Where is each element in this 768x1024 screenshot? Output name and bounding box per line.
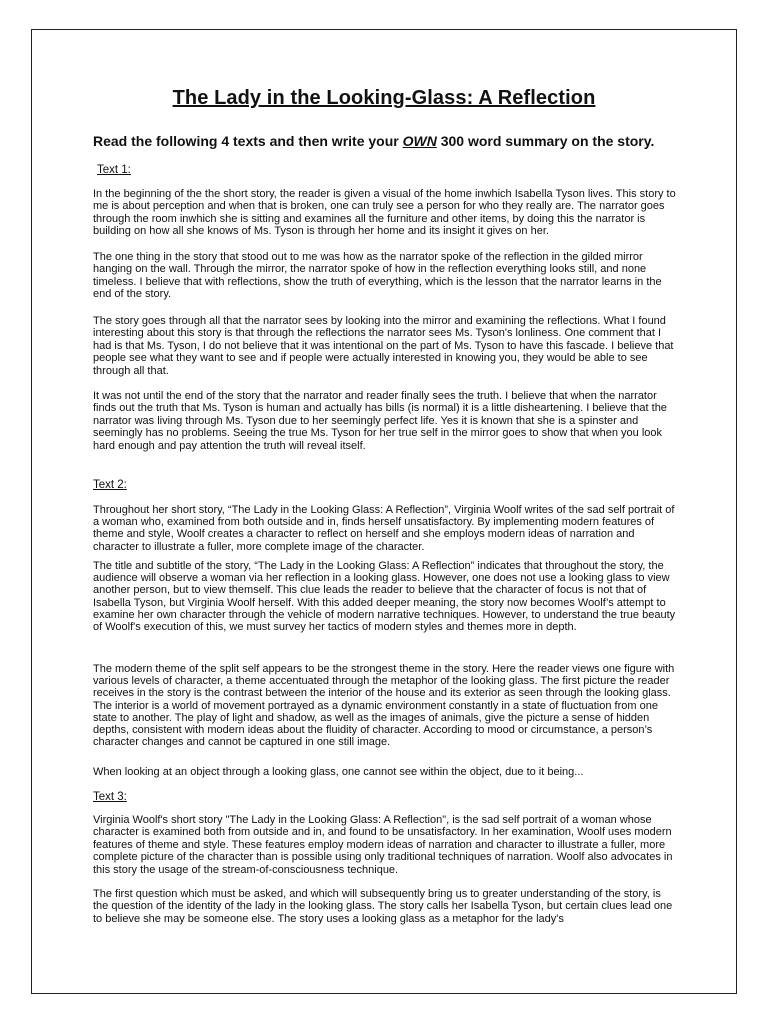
text1-paragraph-3: The story goes through all that the narrator sees by looking into the mirror and examining the reflections. What I found interesting about this story is that through the reflections the narrator sees Ms. Tyson's lonliness. One comment that I had is that Ms. Tyson, I do not believe that it was intentional on the part of Ms. Tyson to have this fascade. I believe that people see what they want to see and if people were actually interested in knowing you, they would be able to see through all that. [93,315,674,377]
text2-paragraph-2: The title and subtitle of the story, “The Lady in the Looking Glass: A Reflection” indicates that throughout the story, the audience will observe a woman via her reflection in a looking glass. However, one does not use a looking glass to view another person, but to view themself. This clue leads the reader to believe that the character of focus is not that of Isabella Tyson, but Virginia Woolf herself. With this added deeper meaning, the story now becomes Woolf’s attempt to examine her own character through the vehicle of modern narrative techniques. However, to understand the true beauty of Woolf's execution of this, we must survey her tactics of modern styles and themes more in depth. [93,560,676,634]
text2-paragraph-1: Throughout her short story, “The Lady in the Looking Glass: A Reflection”, Virginia Woolf writes of the sad self portrait of a woman who, examined from both outside and in, finds herself unsatisfactory. By implementing modern features of theme and style, Woolf creates a character to reflect on herself and she employs modern ideas of narration and character to illustrate a fuller, more complete image of the character. [93,504,675,553]
instruction-emphasis: OWN [402,133,437,149]
instruction-before: Read the following 4 texts and then write your [93,133,403,149]
text3-label: Text 3: [93,791,127,803]
text1-label: Text 1: [97,164,131,176]
text3-paragraph-1: Virginia Woolf's short story "The Lady in the Looking Glass: A Reflection", is the sad self portrait of a woman whose character is examined both from outside and in, and found to be unsatisfactory. In her examination, Woolf uses modern features of theme and style. These features employ modern ideas of narration and character to illustrate a fuller, more complete picture of the character than is possible using only traditional techniques of narration. Woolf also advocates in this story the usage of the stream-of-consciousness technique. [93,814,673,876]
instruction-after: 300 word summary on the story. [436,133,655,149]
document-title: The Lady in the Looking-Glass: A Reflection [172,87,596,109]
text2-paragraph-3: The modern theme of the split self appears to be the strongest theme in the story. Here the reader views one figure with various levels of character, a theme accentuated through the metaphor of the looking glass. The first picture the reader receives in the story is the contrast between the interior of the house and its exterior as seen through the looking glass. The interior is a world of movement portrayed as a dynamic environment constantly in a state of fluctuation from one state to another. The play of light and shadow, as well as the images of animals, give the picture a sense of hidden depths, consistent with modern ideas about the fluidity of character. According to mood or circumstance, a person’s character changes and cannot be captured in one still image. [93,663,675,749]
document-page [31,29,737,994]
text1-paragraph-2: The one thing in the story that stood out to me was how as the narrator spoke of the reflection in the gilded mirror hanging on the wall. Through the mirror, the narrator spoke of how in the reflection everything looks still, and none timeless. I believe that with reflections, show the truth of everything, which is the lesson that the narrator learns in the end of the story. [93,251,662,301]
instruction-text [93,133,654,149]
text1-paragraph-4: It was not until the end of the story that the narrator and reader finally sees the truth. I believe that when the narrator finds out the truth that Ms. Tyson is human and actually has bills (is normal) it is a little disheartening. I believe that the narrator was living through Ms. Tyson due to her seemingly perfect life. Yes it is known that she is a spinster and seemingly has no problems. Seeing the true Ms. Tyson for her true self in the mirror goes to show that when you look hard enough and pay attention the truth will reveal itself. [93,390,667,452]
text2-paragraph-4: When looking at an object through a looking glass, one cannot see within the object, due to it being... [93,766,584,778]
text2-label: Text 2: [93,479,127,491]
text3-paragraph-2: The first question which must be asked, and which will subsequently bring us to greater understanding of the story, is the question of the identity of the lady in the looking glass. The story calls her Isabella Tyson, but certain clues lead one to believe she may be someone else. The story uses a looking glass as a metaphor for the lady's [93,888,673,925]
text1-paragraph-1: In the beginning of the the short story, the reader is given a visual of the home inwhich Isabella Tyson lives. This story to me is about perception and when that is broken, one can truly see a person for who they really are. The narrator goes through the room inwhich she is sitting and examines all the furniture and other items, by doing this the narrator is building on how all she knows of Ms. Tyson is through her home and its insight it gives on her. [93,188,676,238]
